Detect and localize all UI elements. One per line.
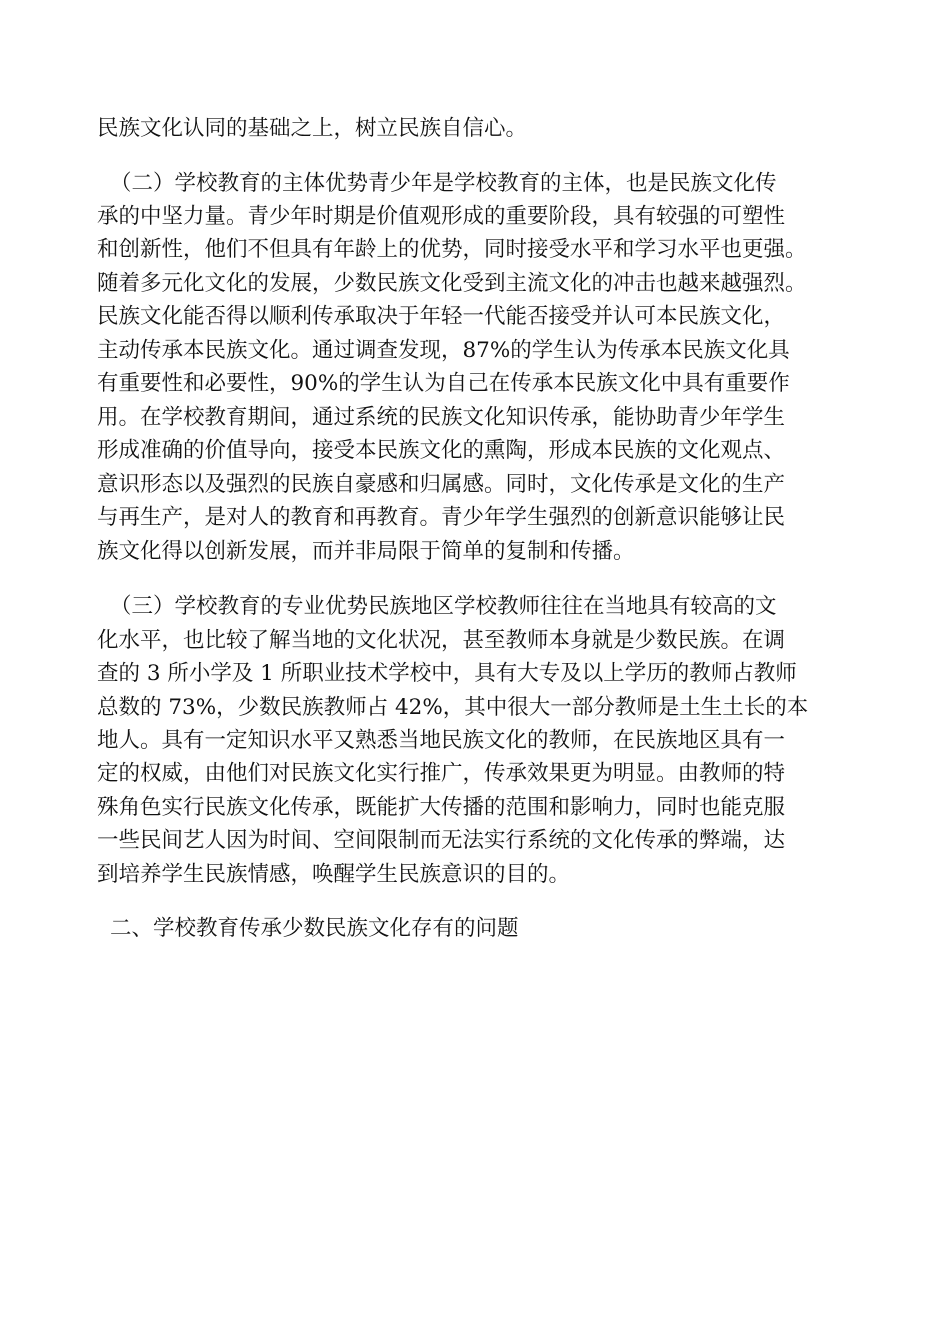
- text-line: 民族文化认同的基础之上，树立民族自信心。: [97, 116, 528, 141]
- text-line: 形成准确的价值导向，接受本民族文化的熏陶，形成本民族的文化观点、: [97, 438, 786, 463]
- text-line: 与再生产，是对人的教育和再教育。青少年学生强烈的创新意识能够让民: [97, 505, 786, 530]
- text-line: 族文化得以创新发展，而并非局限于简单的复制和传播。: [97, 539, 635, 564]
- text-line: 和创新性，他们不但具有年龄上的优势，同时接受水平和学习水平也更强。: [97, 237, 807, 262]
- text-line: 地人。具有一定知识水平又熟悉当地民族文化的教师，在民族地区具有一: [97, 728, 786, 753]
- text-line: 一些民间艺人因为时间、空间限制而无法实行系统的文化传承的弊端，达: [97, 828, 786, 853]
- section-heading: 二、学校教育传承少数民族文化存有的问题: [110, 916, 519, 941]
- text-line: 化水平，也比较了解当地的文化状况，甚至教师本身就是少数民族。在调: [97, 628, 786, 653]
- text-line: （三）学校教育的专业优势民族地区学校教师往往在当地具有较高的文: [110, 594, 777, 619]
- text-line: 承的中坚力量。青少年时期是价值观形成的重要阶段，具有较强的可塑性: [97, 204, 786, 229]
- text-line: 随着多元化文化的发展，少数民族文化受到主流文化的冲击也越来越强烈。: [97, 271, 807, 296]
- text-line: 查的 3 所小学及 1 所职业技术学校中，具有大专及以上学历的教师占教师: [97, 661, 797, 686]
- text-line: 到培养学生民族情感，唤醒学生民族意识的目的。: [97, 862, 571, 887]
- text-line: 民族文化能否得以顺利传承取决于年轻一代能否接受并认可本民族文化，: [97, 304, 786, 329]
- text-line: 主动传承本民族文化。通过调查发现，87%的学生认为传承本民族文化具: [97, 338, 790, 363]
- text-line: 意识形态以及强烈的民族自豪感和归属感。同时，文化传承是文化的生产: [97, 472, 786, 497]
- text-line: （二）学校教育的主体优势青少年是学校教育的主体，也是民族文化传: [110, 171, 777, 196]
- text-line: 定的权威，由他们对民族文化实行推广，传承效果更为明显。由教师的特: [97, 761, 786, 786]
- text-line: 总数的 73%，少数民族教师占 42%，其中很大一部分教师是土生土长的本: [97, 695, 809, 720]
- text-line: 用。在学校教育期间，通过系统的民族文化知识传承，能协助青少年学生: [97, 405, 786, 430]
- text-line: 有重要性和必要性，90%的学生认为自己在传承本民族文化中具有重要作: [97, 371, 790, 396]
- text-line: 殊角色实行民族文化传承，既能扩大传播的范围和影响力，同时也能克服: [97, 795, 786, 820]
